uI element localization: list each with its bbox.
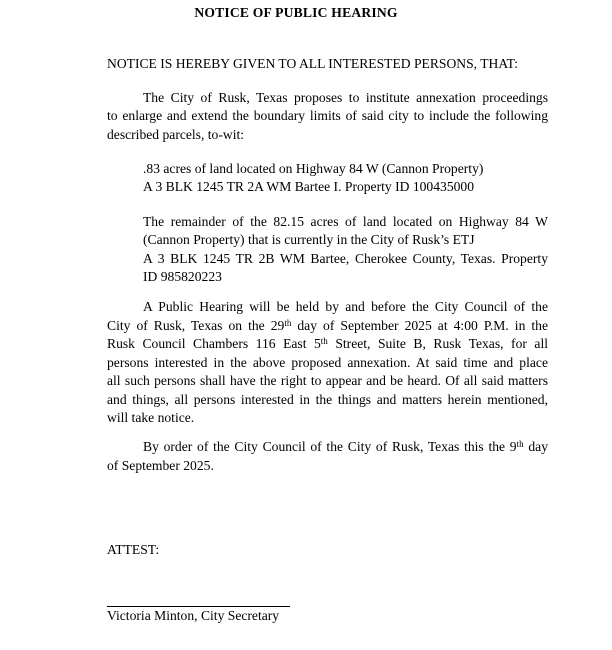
text-segment: day: [523, 439, 548, 455]
paragraph-annexation-proposal: [107, 89, 548, 144]
paragraph-by-order: [107, 438, 548, 475]
document-body: [107, 55, 548, 625]
text-line: [107, 317, 548, 335]
text-segment: City of Rusk, Texas on the 29: [107, 317, 285, 333]
attest-label: ATTEST:: [107, 542, 160, 558]
text-line: A Public Hearing will be held by and before the City Council of the: [143, 299, 548, 315]
text-line: will take notice.: [107, 409, 195, 425]
text-line: [107, 438, 548, 456]
text-line: A 3 BLK 1245 TR 2A WM Bartee I. Property ID 100435000: [143, 179, 475, 195]
text-line: [107, 335, 548, 353]
text-line: A 3 BLK 1245 TR 2B WM Bartee, Cherokee County, Texas. Property: [143, 250, 548, 266]
signature-name: Victoria Minton, City Secretary: [107, 607, 280, 623]
text-line: all such persons shall have the right to appear and be heard. Of all said matters: [107, 373, 548, 389]
paragraph-public-hearing: [107, 298, 548, 427]
text-line: (Cannon Property) that is currently in the City of Rusk’s ETJ: [143, 232, 475, 248]
text-line: to enlarge and extend the boundary limits of said city to include the following: [107, 108, 548, 124]
text-line: .83 acres of land located on Highway 84 W (Cannon Property): [143, 161, 484, 177]
text-line: persons interested in the above proposed annexation. At said time and place: [107, 354, 548, 370]
text-line: of September 2025.: [107, 457, 214, 473]
parcel-description-1: [143, 160, 548, 197]
text-line: and things, all persons interested in the things and matters herein mentioned,: [107, 391, 548, 407]
parcel-description-2: [143, 213, 548, 287]
text-segment: Rusk Council Chambers 116 East 5: [107, 336, 321, 352]
document-title: NOTICE OF PUBLIC HEARING: [194, 5, 398, 20]
text-line: ID 985820223: [143, 269, 222, 285]
text-line: The City of Rusk, Texas proposes to institute annexation proceedings: [143, 89, 548, 105]
text-segment: day of September 2025 at 4:00 P.M. in the: [291, 317, 549, 333]
opening-statement: NOTICE IS HEREBY GIVEN TO ALL INTERESTED PERSONS, THAT:: [107, 56, 519, 72]
ordinal-superscript: th: [516, 439, 524, 450]
ordinal-superscript: th: [320, 336, 328, 347]
text-line: described parcels, to-wit:: [107, 126, 245, 142]
text-line: The remainder of the 82.15 acres of land located on Highway 84 W: [143, 213, 548, 229]
text-segment: By order of the City Council of the City of Rusk, Texas this the 9: [143, 439, 517, 455]
ordinal-superscript: th: [284, 317, 292, 328]
text-segment: Street, Suite B, Rusk Texas, for all: [327, 336, 548, 352]
